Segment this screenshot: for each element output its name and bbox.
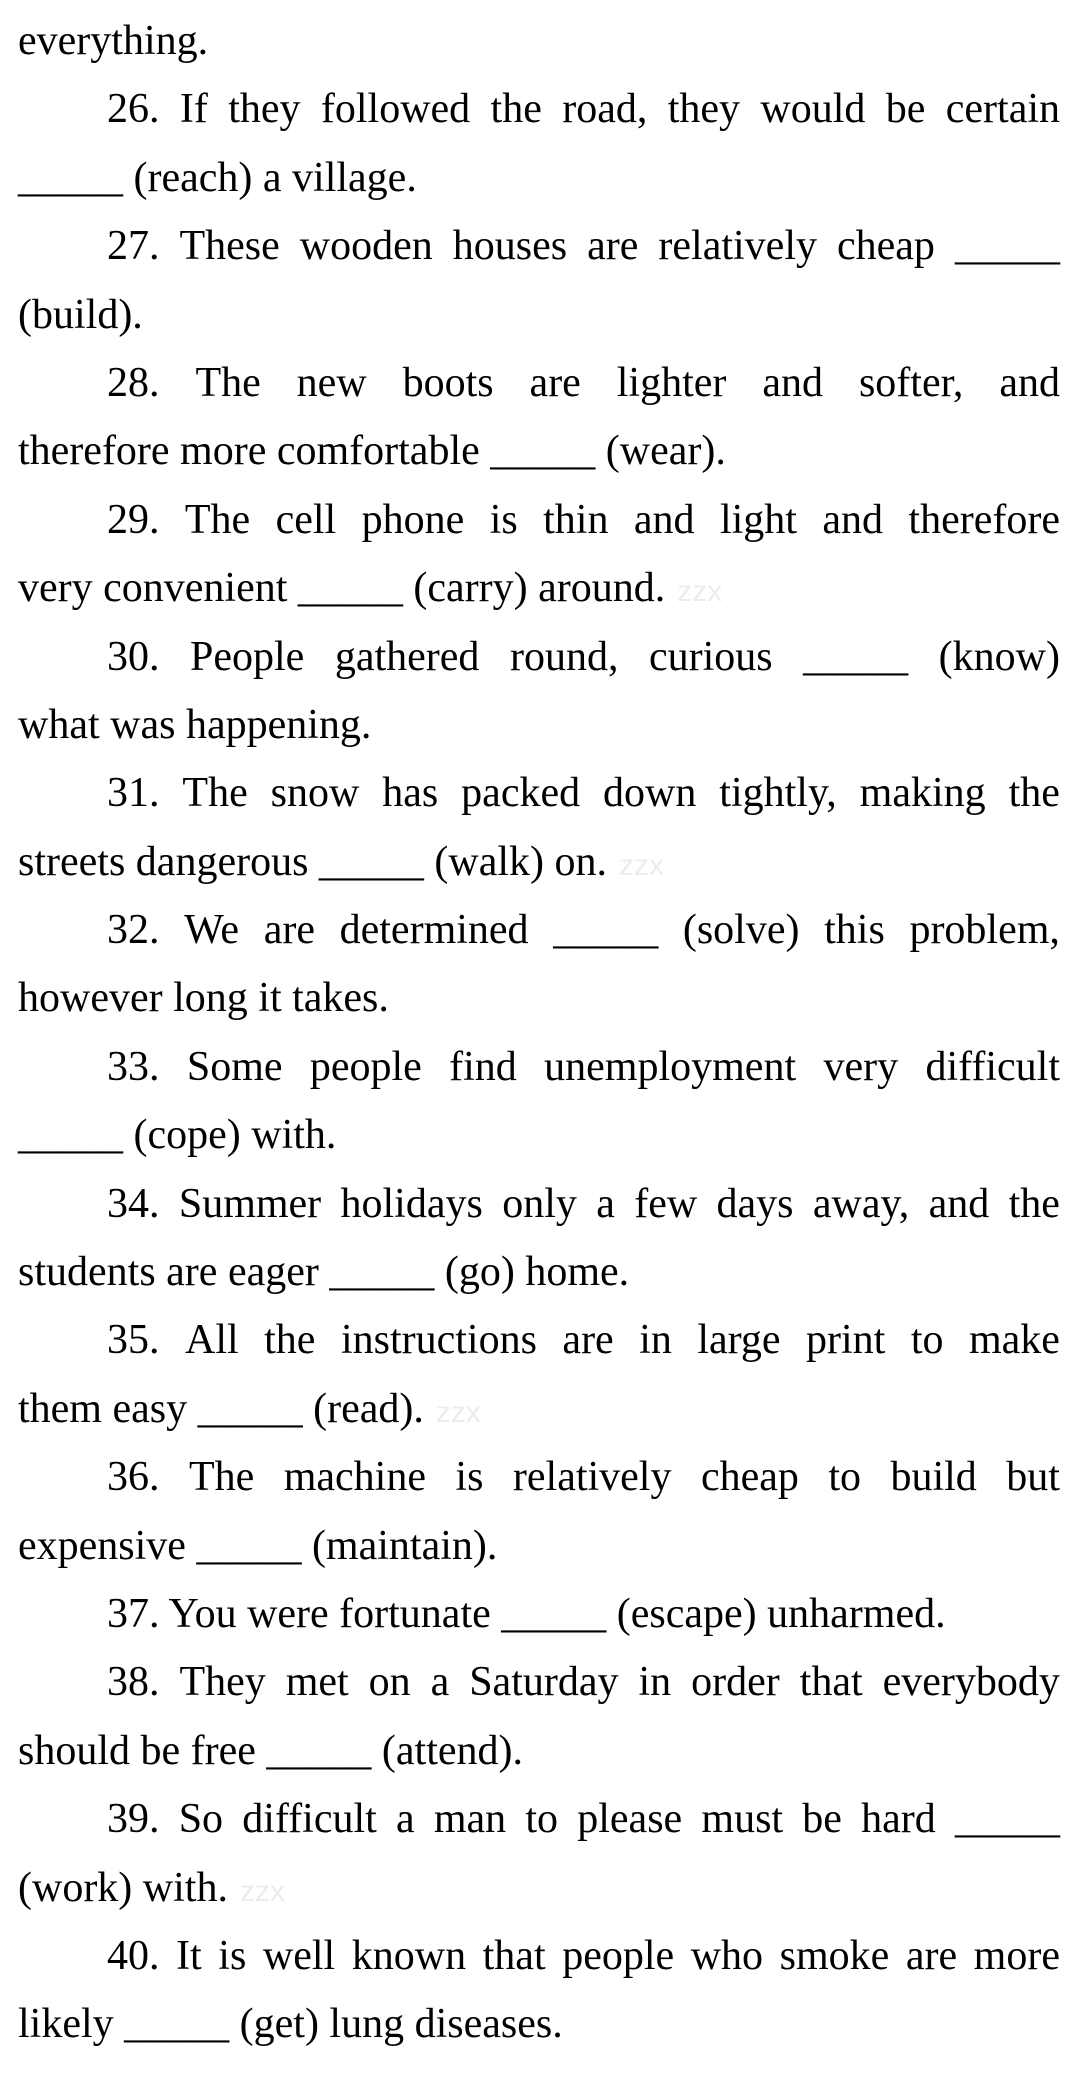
- word: met: [285, 1659, 349, 1706]
- text-line: [18, 7, 1060, 75]
- question-30: [18, 623, 1060, 691]
- question-32: [18, 896, 1060, 964]
- word: tightly,: [719, 770, 837, 817]
- word: holidays: [340, 1180, 483, 1227]
- word: 26.: [107, 86, 160, 133]
- word: _____: [955, 1796, 1060, 1843]
- line-text: [107, 75, 1060, 143]
- line-text: therefore more comfortable _____ (wear).: [18, 428, 726, 475]
- word: snow: [270, 770, 360, 817]
- word: is: [489, 496, 518, 543]
- word: are: [905, 1932, 958, 1979]
- word: instructions: [340, 1317, 537, 1364]
- word: print: [806, 1317, 886, 1364]
- word: known: [351, 1932, 467, 1979]
- word: phone: [361, 496, 465, 543]
- word: away,: [812, 1180, 910, 1227]
- word: _____: [803, 633, 909, 680]
- word: everybody: [882, 1659, 1060, 1706]
- word: on: [368, 1659, 411, 1706]
- line-text: everything.: [18, 18, 209, 64]
- word: to: [910, 1317, 944, 1364]
- word: wooden: [299, 223, 433, 270]
- word: and: [999, 359, 1060, 406]
- text-line: [18, 144, 1060, 212]
- line-text: [107, 349, 1060, 417]
- word: road,: [562, 86, 648, 133]
- word: 33.: [107, 1043, 160, 1090]
- question-35: [18, 1306, 1060, 1374]
- text-line: [18, 281, 1060, 349]
- line-text: what was happening.: [18, 701, 372, 748]
- question-39: [18, 1785, 1060, 1853]
- word: are: [562, 1317, 614, 1364]
- word: they: [228, 86, 301, 133]
- word: 39.: [107, 1796, 160, 1843]
- word: (solve): [682, 907, 800, 954]
- line-text: [107, 486, 1060, 554]
- word: 30.: [107, 633, 160, 680]
- word: 27.: [107, 223, 160, 270]
- line-text: [107, 1033, 1060, 1101]
- question-38: [18, 1648, 1060, 1716]
- question-26: [18, 75, 1060, 143]
- word: only: [502, 1180, 577, 1227]
- word: _____: [954, 223, 1060, 270]
- question-33: [18, 1033, 1060, 1101]
- question-40: [18, 1922, 1060, 1990]
- word: They: [179, 1659, 266, 1706]
- line-text: (build).: [18, 291, 143, 338]
- word: It: [176, 1932, 202, 1979]
- line-text: expensive _____ (maintain).: [18, 1522, 498, 1569]
- line-text: [107, 1306, 1060, 1374]
- word: are: [529, 359, 581, 406]
- text-line: [18, 1512, 1060, 1580]
- line-text: should be free _____ (attend).: [18, 1727, 524, 1774]
- word: large: [697, 1317, 781, 1364]
- word: unemployment: [544, 1043, 797, 1090]
- word: These: [179, 223, 280, 270]
- word: difficult: [242, 1796, 377, 1843]
- word: 38.: [107, 1659, 160, 1706]
- word: please: [577, 1796, 683, 1843]
- word: to: [525, 1796, 559, 1843]
- word: has: [382, 770, 439, 817]
- word: curious: [648, 633, 773, 680]
- word: the: [1008, 770, 1060, 817]
- word: 35.: [107, 1317, 160, 1364]
- word: the: [490, 86, 542, 133]
- line-text: streets dangerous _____ (walk) on.: [18, 838, 608, 885]
- word: The: [182, 770, 248, 817]
- line-text: very convenient _____ (carry) around.: [18, 565, 666, 612]
- word: and: [633, 496, 695, 543]
- text-line: [18, 828, 1060, 896]
- line-text: (work) with.: [18, 1864, 228, 1911]
- word: very: [823, 1043, 899, 1090]
- word: a: [596, 1180, 615, 1227]
- word: Summer: [178, 1180, 322, 1227]
- word: well: [262, 1932, 336, 1979]
- word: is: [455, 1454, 484, 1501]
- question-27: [18, 212, 1060, 280]
- word: order: [691, 1659, 780, 1706]
- word: but: [1006, 1454, 1060, 1501]
- question-31: [18, 759, 1060, 827]
- word: The: [188, 1454, 255, 1501]
- word: All: [184, 1317, 239, 1364]
- text-line: [18, 1990, 1060, 2058]
- word: 29.: [107, 496, 160, 543]
- word: machine: [283, 1454, 426, 1501]
- word: (know): [938, 633, 1060, 680]
- watermark: zzx: [239, 1874, 285, 1908]
- word: gathered: [334, 633, 480, 680]
- word: make: [968, 1317, 1060, 1364]
- word: in: [638, 1659, 672, 1706]
- text-line: [18, 1854, 1060, 1922]
- word: 32.: [107, 907, 160, 954]
- word: would: [760, 86, 866, 133]
- word: hard: [861, 1796, 936, 1843]
- text-line: [18, 691, 1060, 759]
- watermark: zzx: [677, 575, 723, 609]
- question-29: [18, 486, 1060, 554]
- word: be: [885, 86, 926, 133]
- line-text: [107, 1443, 1060, 1511]
- word: relatively: [658, 223, 817, 270]
- word: this: [824, 907, 885, 954]
- word: round,: [509, 633, 619, 680]
- word: the: [264, 1317, 316, 1364]
- line-text: [107, 623, 1060, 691]
- question-36: [18, 1443, 1060, 1511]
- word: and: [762, 359, 823, 406]
- word: more: [973, 1932, 1060, 1979]
- question-37: [18, 1580, 1060, 1648]
- word: 36.: [107, 1454, 160, 1501]
- question-34: [18, 1170, 1060, 1238]
- word: is: [218, 1932, 247, 1979]
- word: light: [719, 496, 797, 543]
- line-text: [107, 1648, 1060, 1716]
- line-text: 37. You were fortunate _____ (escape) unharmed.: [107, 1590, 946, 1637]
- text-line: [18, 554, 1060, 622]
- word: down: [603, 770, 697, 817]
- word: The: [184, 496, 251, 543]
- word: be: [802, 1796, 842, 1843]
- text-line: [18, 417, 1060, 485]
- word: cell: [275, 496, 337, 543]
- word: to: [828, 1454, 861, 1501]
- watermark: zzx: [435, 1395, 481, 1429]
- word: houses: [452, 223, 568, 270]
- text-line: [18, 1101, 1060, 1169]
- word: softer,: [858, 359, 964, 406]
- line-text: likely _____ (get) lung diseases.: [18, 2001, 563, 2048]
- word: 34.: [107, 1180, 160, 1227]
- line-text: them easy _____ (read).: [18, 1385, 424, 1432]
- word: cheap: [700, 1454, 799, 1501]
- word: So: [178, 1796, 224, 1843]
- exercise-page: [0, 7, 1080, 2077]
- word: The: [195, 359, 261, 406]
- line-text: _____ (cope) with.: [18, 1112, 337, 1159]
- text-line: [18, 1375, 1060, 1443]
- word: 31.: [107, 770, 160, 817]
- word: If: [179, 86, 208, 133]
- word: must: [701, 1796, 784, 1843]
- word: difficult: [925, 1043, 1060, 1090]
- word: and: [822, 496, 884, 543]
- word: a: [396, 1796, 415, 1843]
- line-text: students are eager _____ (go) home.: [18, 1249, 630, 1296]
- word: man: [433, 1796, 507, 1843]
- question-28: [18, 349, 1060, 417]
- word: making: [859, 770, 986, 817]
- word: who: [690, 1932, 764, 1979]
- word: 40.: [107, 1932, 160, 1979]
- word: We: [184, 907, 240, 954]
- line-text: [107, 1170, 1060, 1238]
- word: that: [799, 1659, 863, 1706]
- word: Some: [186, 1043, 283, 1090]
- word: few: [634, 1180, 698, 1227]
- word: people: [562, 1932, 675, 1979]
- word: boots: [402, 359, 494, 406]
- watermark: zzx: [619, 848, 665, 882]
- word: relatively: [512, 1454, 672, 1501]
- word: the: [1008, 1180, 1060, 1227]
- word: packed: [461, 770, 581, 817]
- word: People: [190, 633, 305, 680]
- line-text: [107, 212, 1060, 280]
- word: Saturday: [469, 1659, 619, 1706]
- line-text: [107, 759, 1060, 827]
- line-text: [107, 1922, 1060, 1990]
- word: days: [716, 1180, 794, 1227]
- word: 28.: [107, 359, 160, 406]
- word: determined: [339, 907, 529, 954]
- word: people: [309, 1043, 422, 1090]
- word: therefore: [908, 496, 1060, 543]
- word: that: [482, 1932, 546, 1979]
- word: a: [430, 1659, 450, 1706]
- word: they: [667, 86, 741, 133]
- line-text: [107, 1785, 1060, 1853]
- word: find: [449, 1043, 517, 1090]
- word: problem,: [909, 907, 1060, 954]
- word: build: [890, 1454, 977, 1501]
- line-text: [107, 896, 1060, 964]
- word: are: [263, 907, 315, 954]
- line-text: _____ (reach) a village.: [18, 154, 417, 201]
- word: lighter: [616, 359, 727, 406]
- word: cheap: [837, 223, 935, 270]
- word: certain: [945, 86, 1060, 133]
- text-line: [18, 1717, 1060, 1785]
- word: _____: [553, 907, 659, 954]
- word: new: [296, 359, 367, 406]
- word: followed: [320, 86, 471, 133]
- line-text: however long it takes.: [18, 975, 389, 1022]
- word: are: [587, 223, 639, 270]
- word: and: [928, 1180, 990, 1227]
- word: thin: [543, 496, 609, 543]
- word: in: [639, 1317, 672, 1364]
- word: smoke: [779, 1932, 890, 1979]
- text-line: [18, 964, 1060, 1032]
- text-line: [18, 1238, 1060, 1306]
